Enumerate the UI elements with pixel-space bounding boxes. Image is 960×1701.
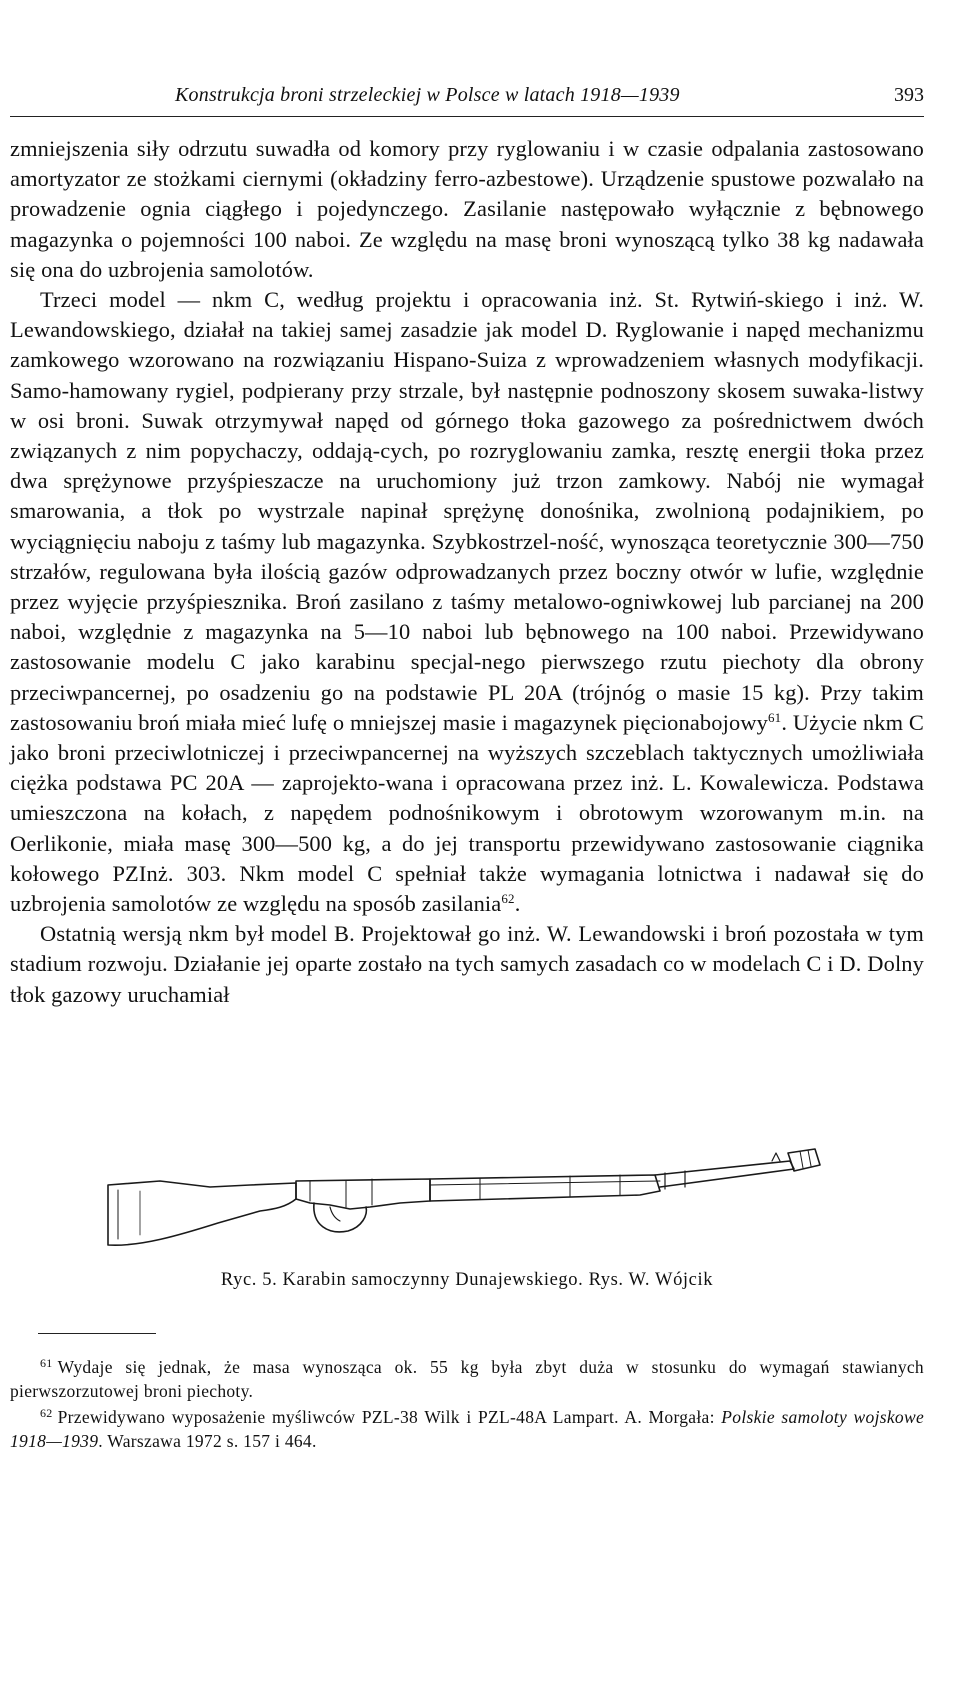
main-text [10,134,924,1010]
footnote-book-title: Polskie samoloty wojskowe 1918—1939 [10,1407,925,1451]
footnote-text: Przewidywano wyposażenie myśliwców PZL-38 Wilk i PZL-48A Lampart. A. Morgała: [57,1407,722,1427]
running-title: Konstrukcja broni strzeleckiej w Polsce w latach 1918—1939 [175,84,680,106]
page-number: 393 [894,84,924,106]
paragraph-2-text-b: . Użycie nkm C jako broni przeciwlotniczej i przeciwpancernej na wyższych szczeblach taktycznych umożliwiała ciężka podstawa PC 20A — zaprojekto-wana i opracowana przez inż. L. Kowalewicza. Podstawa umieszczona na kołach, z napędem podnośnikowym i obrotowym wzorowanym m.in. na Oerlikonie, miała masę 300—500 kg, a do jej transportu przewidywano zastosowanie ciągnika kołowego PZInż. 303. Nkm model C spełniał także wymagania lotnictwa i nadawał się do uzbrojenia samolotów ze względu na sposób zasilania [10,709,924,917]
paragraph-2-text-c: . [514,891,521,917]
page [10,0,924,1701]
paragraph-1-text: zmniejszenia siły odrzutu suwadła od komory przy ryglowaniu i w czasie odpalania zastosowano amortyzator ze stożkami ciernymi (okładziny ferro-azbestowe). Urządzenie spustowe pozwalało na prowadzenie ognia ciągłego i pojedynczego. Zasilanie następowało wyłącznie z bębnowego magazynka o pojemności 100 naboi. Ze względu na masę broni wynoszącą tylko 38 kg nadawała się ona do uzbrojenia samolotów. [10,136,924,282]
footnote-mark: 61 [40,1356,53,1370]
footnote-text: Wydaje się jednak, że masa wynosząca ok. 55 kg była zbyt duża w stosunku do wymagań stawianych pierwszorzutowej broni piechoty. [10,1357,924,1401]
footnote-62 [10,1406,924,1453]
rifle-barrel [655,1161,794,1187]
paragraph-2 [10,285,924,919]
rifle-stock [108,1181,296,1245]
paragraph-2-text-a: Trzeci model — nkm C, według projektu i opracowania inż. St. Rytwiń-skiego i inż. W. Lewandowskiego, działał na takiej samej zasadzie jak model D. Ryglowanie i napęd mechanizmu zamkowego wzorowano na rozwiązaniu Hispano-Suiza z wprowadzeniem własnych modyfikacji. Samo-hamowany rygiel, podpierany przy strzale, był następnie podnoszony skosem suwaka-listwy w osi broni. Suwak otrzymywał napęd od górnego tłoka gazowego za pośrednictwem dwóch związanych z nim popychaczy, oddają-cych, po rozryglowaniu zamka, resztę energii tłoka przez dwa sprężynowe przyśpieszacze na uruchomiony już trzon zamkowy. Nabój nie wymagał smarowania, a tłok po wystrzale napinał sprężynę donośnika, zwolnioną podajnikiem, po wyciągnięciu naboju z taśmy lub magazynka. Szybkostrzel-ność, wynosząca teoretycznie 300—750 strzałów, regulowana była ilością gazów odprowadzanych przez boczny otwór w lufie, względnie przez wyjęcie przyśpiesznika. Broń zasilano z taśmy metalowo-ogniwkowej lub parcianej na 200 naboi, względnie z magazynka na 5—10 naboi lub bębnowego na 100 naboi. Przewidywano zastosowanie modelu C jako karabinu specjal-nego pierwszego rzutu piechoty dla obrony przeciwpancernej, po osadzeniu go na podstawie PL 20A (trójnóg o masie 15 kg). Przy takim zastosowaniu broń miała mieć lufę o mniejszej masie i magazynek pięcionabojowy [10,287,924,735]
running-header [10,84,924,114]
rifle-forend [430,1175,660,1201]
footnote-ref-62[interactable]: 62 [501,891,515,907]
header-rule [10,116,924,117]
footnote-mark: 62 [40,1406,53,1420]
rifle-drawing [100,1135,860,1260]
footnote-61 [10,1356,924,1403]
footnote-ref-61[interactable]: 61 [768,709,782,725]
footnote-rule [38,1333,156,1334]
paragraph-3-text: Ostatnią wersją nkm był model B. Projektował go inż. W. Lewandowski i broń pozostała w tym stadium rozwoju. Działanie jej oparte zostało na tych samych zasadach co w modelach C i D. Dolny tłok gazowy uruchamiał [10,921,924,1007]
rifle-muzzle [788,1149,820,1171]
figure [10,1135,924,1265]
rifle-receiver [296,1179,430,1209]
paragraph-1 [10,134,924,285]
paragraph-3 [10,919,924,1010]
footnote-text: . Warszawa 1972 s. 157 i 464. [98,1430,317,1451]
footnotes [10,1356,924,1456]
figure-caption: Ryc. 5. Karabin samoczynny Dunajewskiego. Rys. W. Wójcik [220,1270,714,1290]
